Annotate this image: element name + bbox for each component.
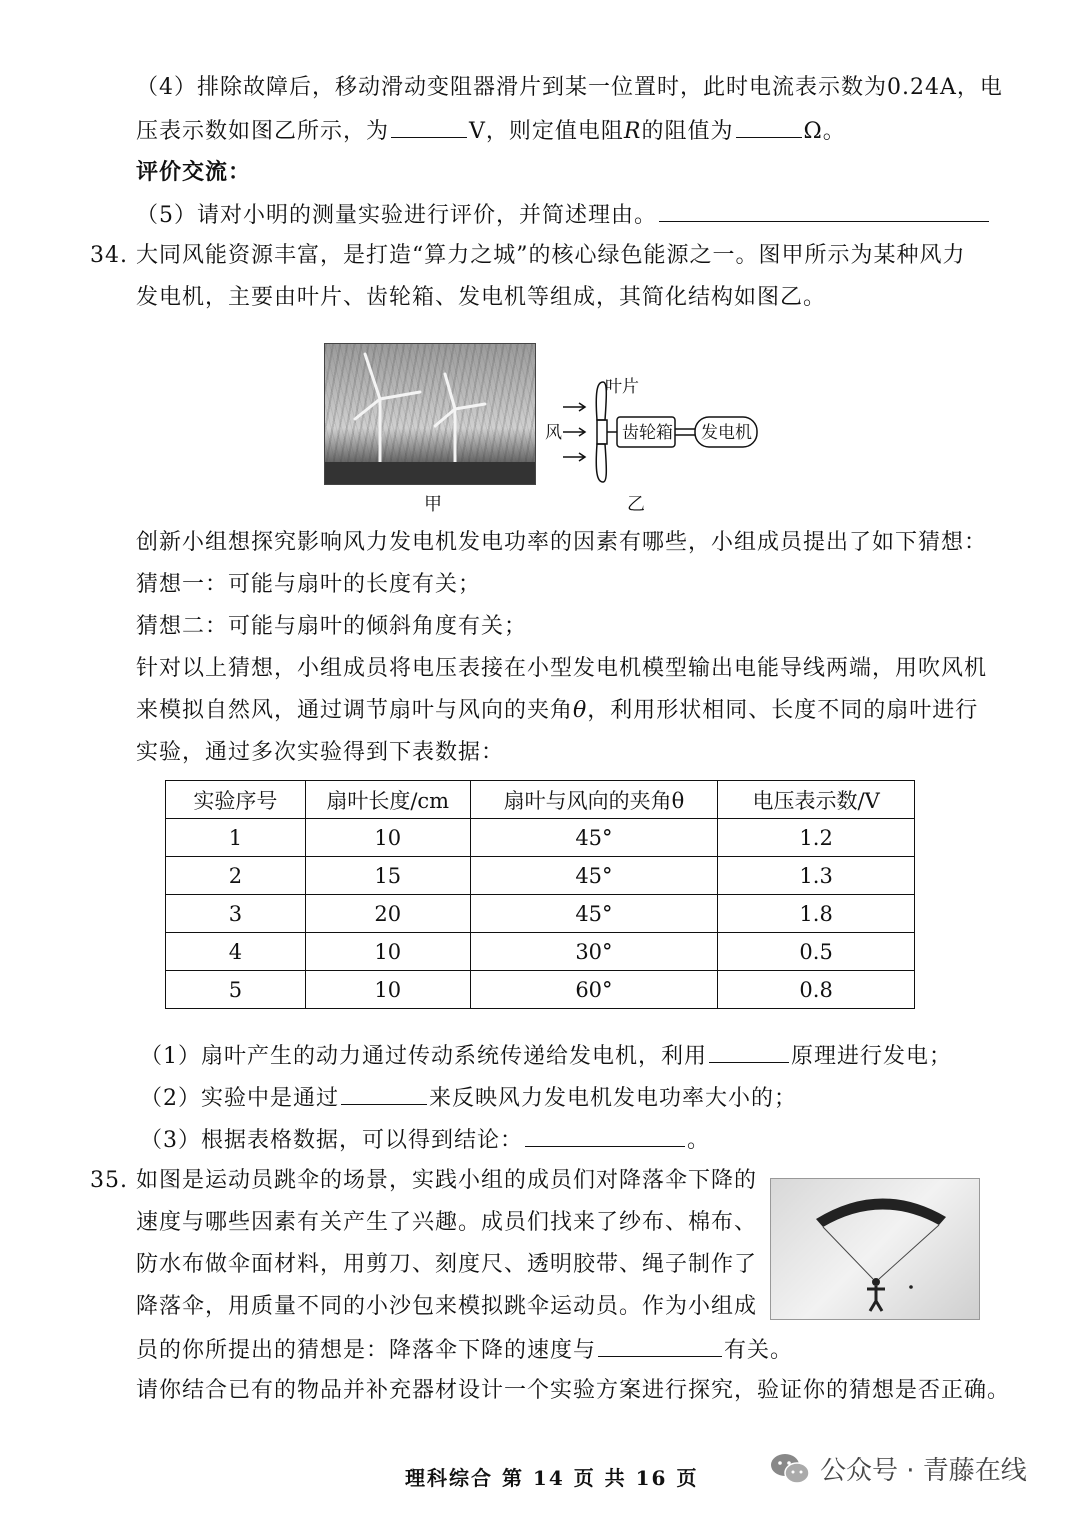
q35-line1: 35. 如图是运动员跳伞的场景，实践小组的成员们对降落伞下降的 (90, 1168, 757, 1193)
parachute-photo (770, 1178, 980, 1320)
q34-sub1 (140, 1040, 952, 1072)
resistor-symbol: R (623, 119, 642, 144)
blade-label: 叶片 (605, 377, 639, 397)
voltage-answer-blank[interactable] (391, 115, 467, 138)
q34-body-line2: 针对以上猜想，小组成员将电压表接在小型发电机模型输出电能导线两端，用吹风机 (136, 656, 988, 681)
q35-line5 (136, 1334, 793, 1366)
q33-part4-text-c: 的阻值为 (641, 119, 734, 144)
indicator-answer-blank[interactable] (341, 1082, 427, 1105)
cell-length: 10 (305, 933, 470, 971)
theta-symbol: θ (573, 698, 588, 723)
header-blade-length: 扇叶长度/cm (305, 781, 470, 819)
wind-arrow-top (563, 403, 585, 411)
header-angle: 扇叶与风向的夹角θ (470, 781, 718, 819)
wind-arrow-middle (563, 428, 585, 436)
q33-part4-text-d: Ω。 (803, 119, 846, 144)
cell-angle: 45° (470, 857, 718, 895)
cell-angle: 45° (470, 895, 718, 933)
figure-b-label: 乙 (627, 494, 645, 515)
q34-body-line3 (136, 696, 978, 726)
table-row (166, 971, 915, 1009)
table-row (166, 895, 915, 933)
q35-line6: 请你结合已有的物品并补充器材设计一个实验方案进行探究，验证你的猜想是否正确。 (136, 1378, 1011, 1403)
q34-body-line3-b: ，利用形状相同、长度不同的扇叶进行 (587, 698, 979, 723)
cell-trial: 5 (166, 971, 306, 1009)
cell-voltage: 1.2 (718, 819, 915, 857)
structure-diagram (545, 372, 770, 492)
wind-turbine-photo (324, 343, 536, 485)
generator-label: 发电机 (701, 423, 752, 443)
watermark-text: 公众号 · 青藤在线 (820, 1456, 1027, 1486)
experiment-data-table (165, 780, 915, 1009)
table-row (166, 857, 915, 895)
q34-sub1-b: 原理进行发电； (791, 1044, 953, 1069)
cell-voltage: 0.8 (718, 971, 915, 1009)
parachute-illustration (771, 1179, 979, 1319)
cell-angle: 45° (470, 819, 718, 857)
q35-line3: 防水布做伞面材料，用剪刀、刻度尺、透明胶带、绳子制作了 (136, 1252, 758, 1277)
guess-two: 猜想二：可能与扇叶的倾斜角度有关； (136, 614, 528, 639)
q33-part4-text-a: 压表示数如图乙所示，为 (136, 119, 390, 144)
header-trial: 实验序号 (166, 781, 306, 819)
q33-part4-line1: （4）排除故障后，移动滑动变阻器滑片到某一位置时，此时电流表示数为0.24A，电 (136, 75, 1003, 100)
table-row (166, 819, 915, 857)
q34-sub3-b: 。 (687, 1128, 711, 1153)
q35-line5-a: 员的你所提出的猜想是：降落伞下降的速度与 (136, 1338, 597, 1363)
q34-intro-line1: 34. 大同风能资源丰富，是打造“算力之城”的核心绿色能源之一。图甲所示为某种风力 (90, 243, 966, 268)
q34-sub2-b: 来反映风力发电机发电功率大小的； (429, 1086, 798, 1111)
conclusion-answer-blank[interactable] (525, 1124, 685, 1147)
cell-trial: 3 (166, 895, 306, 933)
hypothesis-answer-blank[interactable] (598, 1334, 722, 1357)
page-footer: 理科综合 第 14 页 共 16 页 (405, 1466, 699, 1490)
cell-length: 15 (305, 857, 470, 895)
q35-line4: 降落伞，用质量不同的小沙包来模拟跳伞运动员。作为小组成 (136, 1294, 758, 1319)
q34-sub1-a: （1）扇叶产生的动力通过传动系统传递给发电机，利用 (140, 1044, 707, 1069)
q34-sub3 (140, 1124, 710, 1156)
wind-arrow-bottom (563, 453, 585, 461)
q33-part5-line (136, 199, 991, 231)
figure-a-label: 甲 (424, 494, 442, 515)
q34-body-line4: 实验，通过多次实验得到下表数据： (136, 740, 505, 765)
resistance-answer-blank[interactable] (736, 115, 802, 138)
wechat-icon (770, 1452, 810, 1486)
cell-angle: 30° (470, 933, 718, 971)
q34-intro-line2: 发电机，主要由叶片、齿轮箱、发电机等组成，其简化结构如图乙。 (136, 285, 827, 310)
evaluation-answer-blank[interactable] (659, 199, 989, 222)
evaluation-title: 评价交流： (136, 159, 252, 185)
cell-trial: 1 (166, 819, 306, 857)
q34-sub3-a: （3）根据表格数据，可以得到结论： (140, 1128, 523, 1153)
cell-length: 10 (305, 971, 470, 1009)
cell-trial: 4 (166, 933, 306, 971)
header-voltage: 电压表示数/V (718, 781, 915, 819)
q34-sub2-a: （2）实验中是通过 (140, 1086, 339, 1111)
q34-body-line1: 创新小组想探究影响风力发电机发电功率的因素有哪些，小组成员提出了如下猜想： (136, 530, 988, 555)
cell-angle: 60° (470, 971, 718, 1009)
table-header-row (166, 781, 915, 819)
q35-line5-b: 有关。 (724, 1338, 794, 1363)
cell-length: 20 (305, 895, 470, 933)
wind-label: 风 (545, 423, 562, 443)
gearbox-label: 齿轮箱 (622, 423, 673, 443)
q34-body-line3-a: 来模拟自然风，通过调节扇叶与风向的夹角 (136, 698, 574, 723)
cell-voltage: 0.5 (718, 933, 915, 971)
q33-part5-text: （5）请对小明的测量实验进行评价，并简述理由。 (136, 203, 657, 228)
blade-hub (597, 420, 607, 444)
table-row (166, 933, 915, 971)
q35-line2: 速度与哪些因素有关产生了兴趣。成员们找来了纱布、棉布、 (136, 1210, 758, 1235)
wind-turbine-illustration (325, 344, 535, 484)
cell-voltage: 1.3 (718, 857, 915, 895)
cell-length: 10 (305, 819, 470, 857)
cell-trial: 2 (166, 857, 306, 895)
q33-part4-line2 (136, 115, 846, 147)
q34-sub2 (140, 1082, 797, 1114)
q33-part4-text-b: V，则定值电阻 (469, 119, 624, 144)
watermark (770, 1450, 1027, 1487)
principle-answer-blank[interactable] (709, 1040, 789, 1063)
blade-bottom (596, 444, 606, 482)
cell-voltage: 1.8 (718, 895, 915, 933)
guess-one: 猜想一：可能与扇叶的长度有关； (136, 572, 482, 597)
